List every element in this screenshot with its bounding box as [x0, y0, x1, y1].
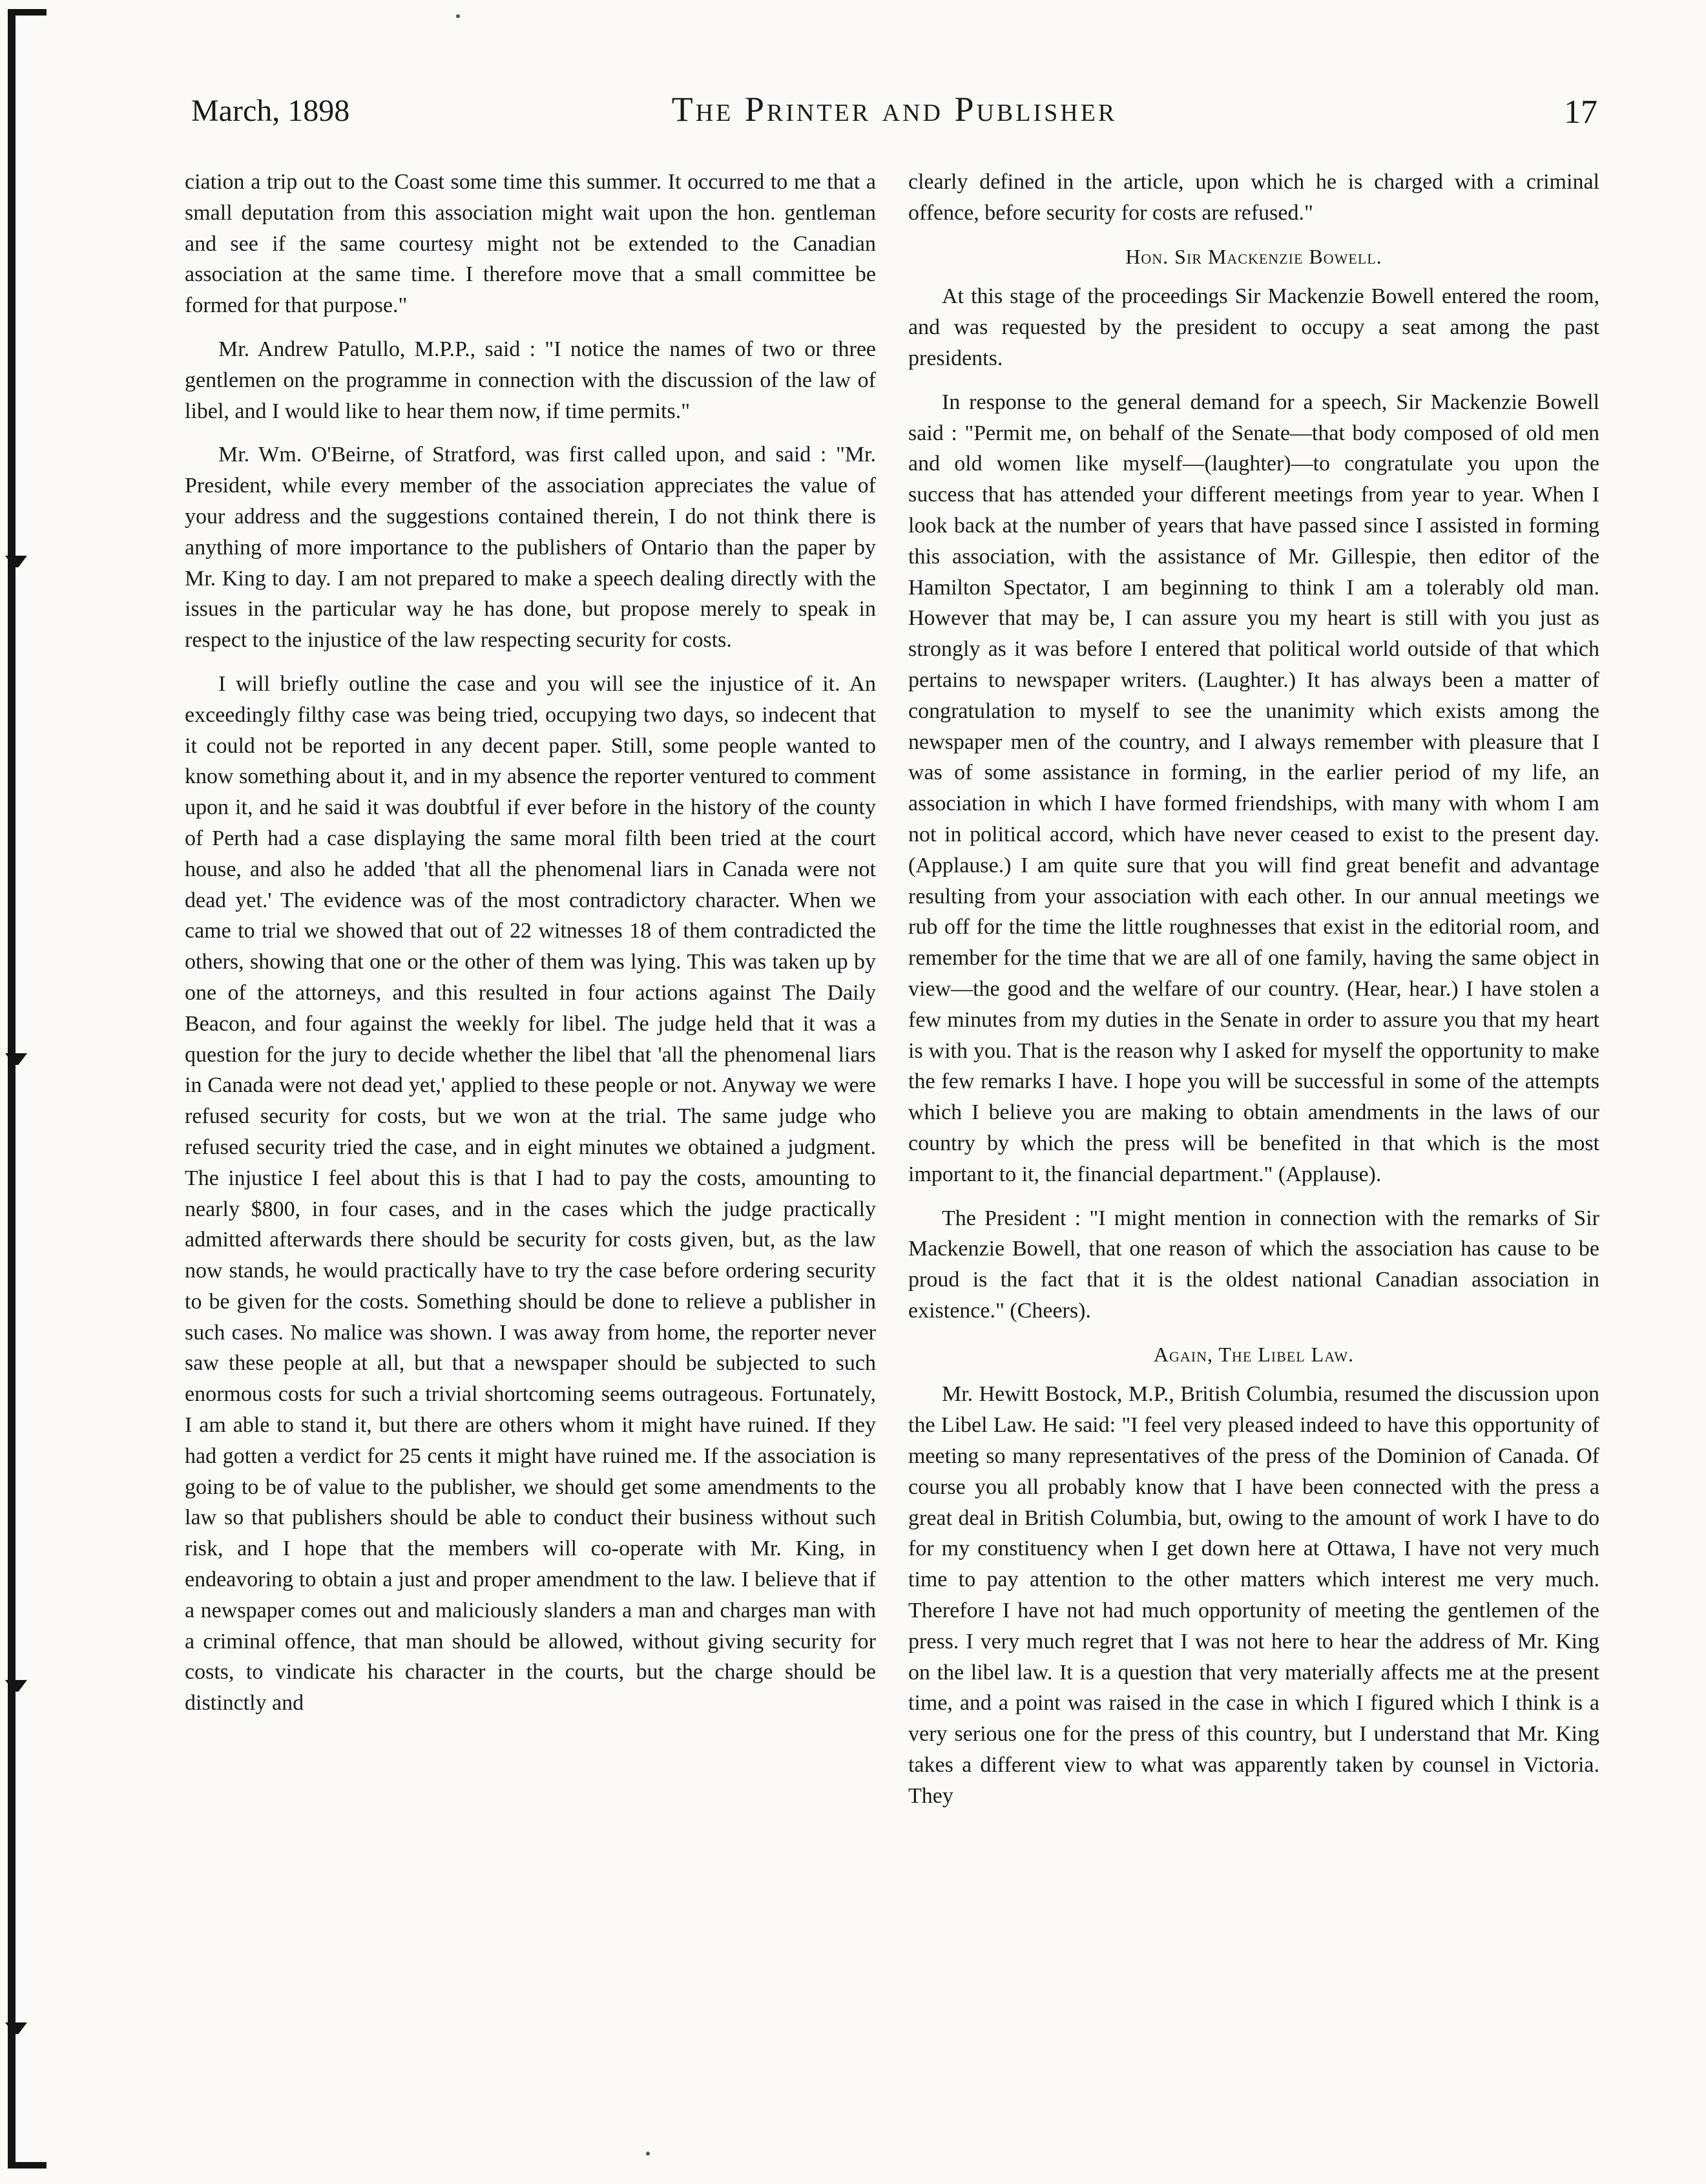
- paragraph: In response to the general demand for a speech, Sir Mackenzie Bowell said : "Permit me, on behalf of the Senate—that body composed of old men and old women like myself—(laughter)—to congratulate you upon the success that has attended your different meetings from year to year. When I look back at the number of years that have passed since I assisted in forming this association, with the assistance of Mr. Gillespie, then editor of the Hamilton Spectator, I am beginning to think I am a tolerably old man. However that may be, I can assure you my heart is still with you just as strongly as it was before I entered that political world outside of that which pertains to newspaper writers. (Laughter.) It has always been a matter of congratulation to myself to see the unanimity which exists among the newspaper men of the country, and I always remember with pleasure that I was of some assistance in forming, in the earlier period of my life, an association in which I have formed friendships, with many with whom I am not in political accord, which have never ceased to exist to the present day. (Applause.) I am quite sure that you will find great benefit and advantage resulting from your association with each other. In our annual meetings we rub off for the time the little roughnesses that exist in the editorial room, and remember for the time that we are all of one family, having the same object in view—the good and the welfare of our country. (Hear, hear.) I have stolen a few minutes from my duties in the Senate in order to assure you that my heart is with you. That is the reason why I asked for myself the opportunity to make the few remarks I have. I hope you will be successful in some of the attempts which I believe you are making to obtain amendments in the laws of our country by which the press will be benefited in that which is the most important to it, the financial department." (Applause).: [908, 390, 1599, 1186]
- speck: [456, 14, 460, 18]
- paragraph: At this stage of the proceedings Sir Mackenzie Bowell entered the room, and was requested by the president to occupy a seat among the past presidents.: [908, 284, 1599, 370]
- paragraph: Mr. Wm. O'Beirne, of Stratford, was first called upon, and said : "Mr. President, while every member of the association appreciates the value of your address and the suggestions contained therein, I do not think there is anything of more importance to the publishers of Ontario than the paper by Mr. King to day. I am not prepared to make a speech dealing directly with the issues in the particular way he has done, but propose merely to speak in respect to the injustice of the law respecting security for costs.: [185, 443, 876, 653]
- issue-date: March, 1898: [191, 94, 350, 128]
- page-number: 17: [1564, 94, 1597, 131]
- page-header: [191, 89, 1597, 136]
- binding-margin-cap-top: [8, 9, 47, 16]
- paragraph: ciation a trip out to the Coast some time this summer. It occurred to me that a small deputation from this association might wait upon the hon. gentleman and see if the same courtesy might not be extended to the Canadian association at the same time. I therefore move that a small committee be formed for that purpose.": [185, 170, 876, 318]
- section-heading: Again, The Libel Law.: [1153, 1342, 1355, 1366]
- binding-margin-cap-bottom: [8, 2162, 47, 2168]
- speck: [646, 2152, 650, 2156]
- paragraph: Mr. Hewitt Bostock, M.P., British Columbia, resumed the discussion upon the Libel Law. He said: "I feel very pleased indeed to have this opportunity of meeting so many representatives of the press of the Dominion of Canada. Of course you all probably know that I have been connected with the press a great deal in British Columbia, but, owing to the amount of work I have to do for my constituency when I get down here at Ottawa, I have not very much time to pay attention to the other matters which interest me very much. Therefore I have not had much opportunity of meeting the gentlemen of the press. I very much regret that I was not here to hear the address of Mr. King on the libel law. It is a question that very materially affects me at the present time, and a point was raised in the case in which I figured which I think is a very serious one for the press of this country, but I understand that Mr. King takes a different view to what was apparently taken by counsel in Victoria. They: [908, 1382, 1599, 1808]
- publication-title: The Printer and Publisher: [671, 90, 1118, 129]
- paragraph: The President : "I might mention in connection with the remarks of Sir Mackenzie Bowell, that one reason of which the association has cause to be proud is the fact that it is the oldest national Canadian association in existence." (Cheers).: [908, 1206, 1599, 1323]
- binding-margin-rule: [8, 9, 16, 2167]
- section-heading: Hon. Sir Mackenzie Bowell.: [1125, 244, 1382, 268]
- paragraph: clearly defined in the article, upon which he is charged with a criminal offence, before security for costs are refused.": [908, 170, 1599, 225]
- paragraph: Mr. Andrew Patullo, M.P.P., said : "I notice the names of two or three gentlemen on the programme in connection with the discussion of the law of libel, and I would like to hear them now, if time permits.": [185, 337, 876, 423]
- left-column: [185, 167, 876, 1732]
- paragraph: I will briefly outline the case and you will see the injustice of it. An exceedingly filthy case was being tried, occupying two days, so indecent that it could not be reported in any decent paper. Still, some people wanted to know something about it, and in my absence the reporter ventured to comment upon it, and he said it was doubtful if ever before in the history of the county of Perth had a case displaying the same moral filth been tried at the court house, and also he added 'that all the phenomenal liars in Canada were not dead yet.' The evidence was of the most contradictory character. When we came to trial we showed that out of 22 witnesses 18 of them contradicted the others, showing that one or the other of them was lying. This was taken up by one of the attorneys, and this resulted in four actions against The Daily Beacon, and four against the weekly for libel. The judge held that it was a question for the jury to decide whether the libel that 'all the phenomenal liars in Canada were not dead yet,' applied to these people or not. Anyway we were refused security for costs, but we won at the trial. The same judge who refused security tried the case, and in eight minutes we obtained a judgment. The injustice I feel about this is that I had to pay the costs, amounting to nearly $800, in four cases, and in the cases which the judge practically admitted afterwards there should be security for costs given, but, as the law now stands, he would practically have to try the case before ordering security to be given for the costs. Something should be done to relieve a publisher in such cases. No malice was shown. I was away from home, the reporter never saw these people at all, but that a newspaper should be subjected to such enormous costs for such a trivial shortcoming seems outrageous. Fortunately, I am able to stand it, but there are others whom it might have ruined. If they had gotten a verdict for 25 cents it might have ruined me. If the association is going to be of value to the publisher, we should get some amendments to the law so that publishers should be able to conduct their business without such risk, and I hope that the members will co-operate with Mr. King, in endeavoring to obtain a just and proper amendment to the law. I believe that if a newspaper comes out and maliciously slanders a man and charges man with a criminal offence, that man should be allowed, without giving security for costs, to vindicate his character in the courts, but the charge should be distinctly and: [185, 671, 876, 1716]
- right-column: [908, 167, 1599, 1825]
